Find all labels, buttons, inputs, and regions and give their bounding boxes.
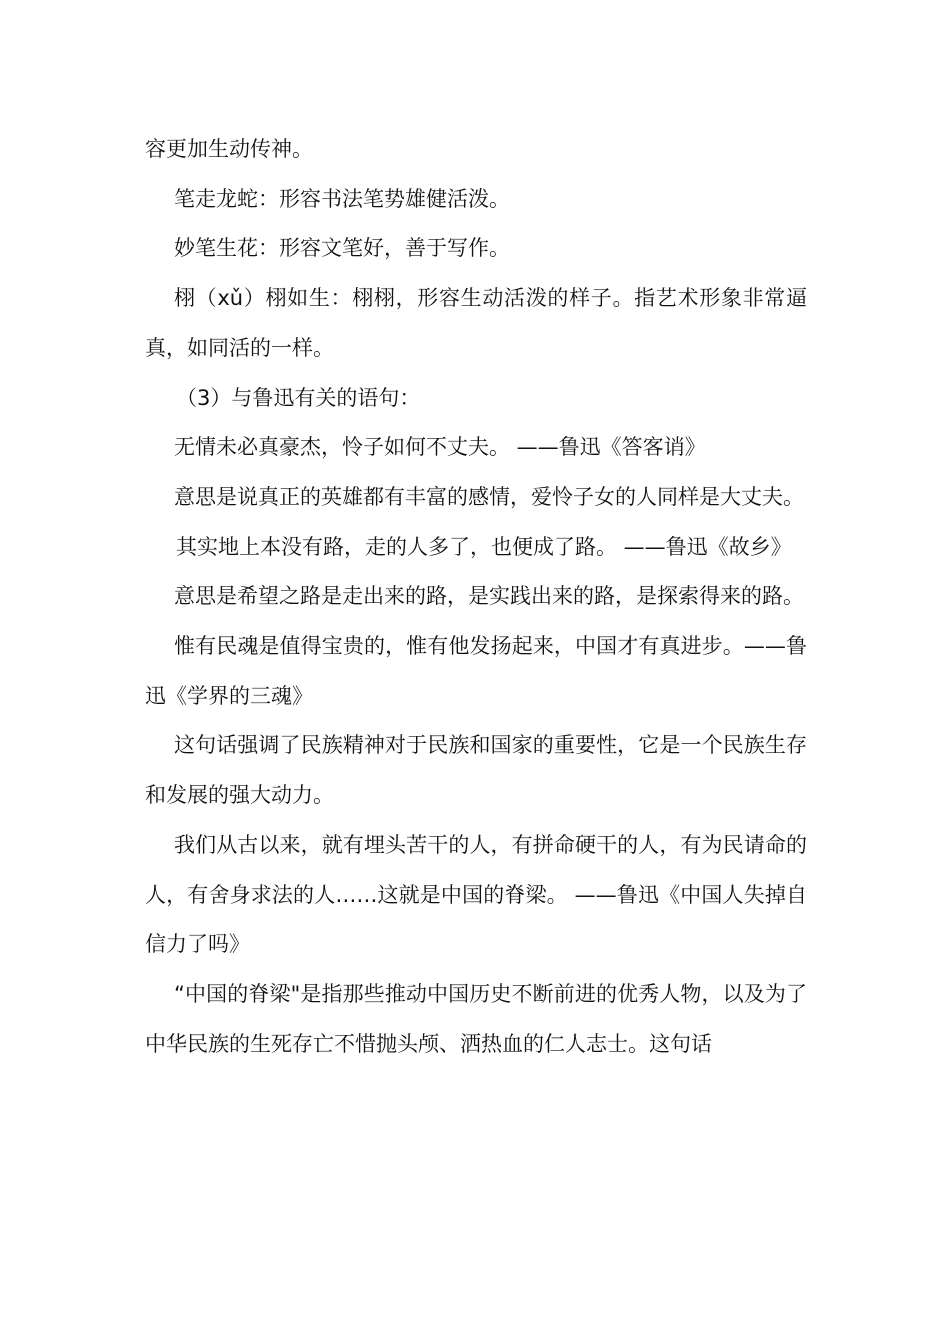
explanation-guxiang: 意思是希望之路是走出来的路，是实践出来的路，是探索得来的路。: [174, 584, 804, 609]
paragraph-continuation: 容更加生动传神。: [145, 137, 313, 161]
paragraph-idiom-xuxurusheng: 栩（xǔ）栩如生：栩栩，形容生动活泼的样子。指艺术形象非常逼真，如同活的一样。: [145, 286, 807, 360]
explanation-dakeqiao: 意思是说真正的英雄都有丰富的感情，爱怜子女的人同样是大丈夫。: [174, 484, 804, 509]
quote-xuejiedesanhun: 惟有民魂是值得宝贵的，惟有他发扬起来，中国才有真进步。——鲁迅《学界的三魂》: [145, 634, 807, 708]
quote-dakeqiao: 无情未必真豪杰，怜子如何不丈夫。 ——鲁迅《答客诮》: [174, 435, 706, 460]
document-body: [145, 125, 807, 1069]
quote-zhongguodejiliang: 我们从古以来，就有埋头苦干的人，有拼命硬干的人，有为民请命的人，有舍身求法的人……这就是中国的脊梁。 ——鲁迅《中国人失掉自信力了吗》: [145, 832, 807, 957]
paragraph-idiom-miaobishenghua: 妙笔生花：形容文笔好，善于写作。: [174, 236, 510, 261]
paragraph-idiom-bizoulongshe: 笔走龙蛇：形容书法笔势雄健活泼。: [174, 186, 510, 211]
explanation-xuejiedesanhun: 这句话强调了民族精神对于民族和国家的重要性，它是一个民族生存和发展的强大动力。: [145, 733, 807, 808]
quote-guxiang: 其实地上本没有路，走的人多了，也便成了路。 ——鲁迅《故乡》: [176, 534, 792, 559]
explanation-zhongguodejiliang: “中国的脊梁"是指那些推动中国历史不断前进的优秀人物，以及为了中华民族的生死存亡不惜抛头颅、洒热血的仁人志士。这句话: [145, 981, 807, 1056]
section-heading-luxun-quotes: （3）与鲁迅有关的语句：: [176, 385, 421, 410]
